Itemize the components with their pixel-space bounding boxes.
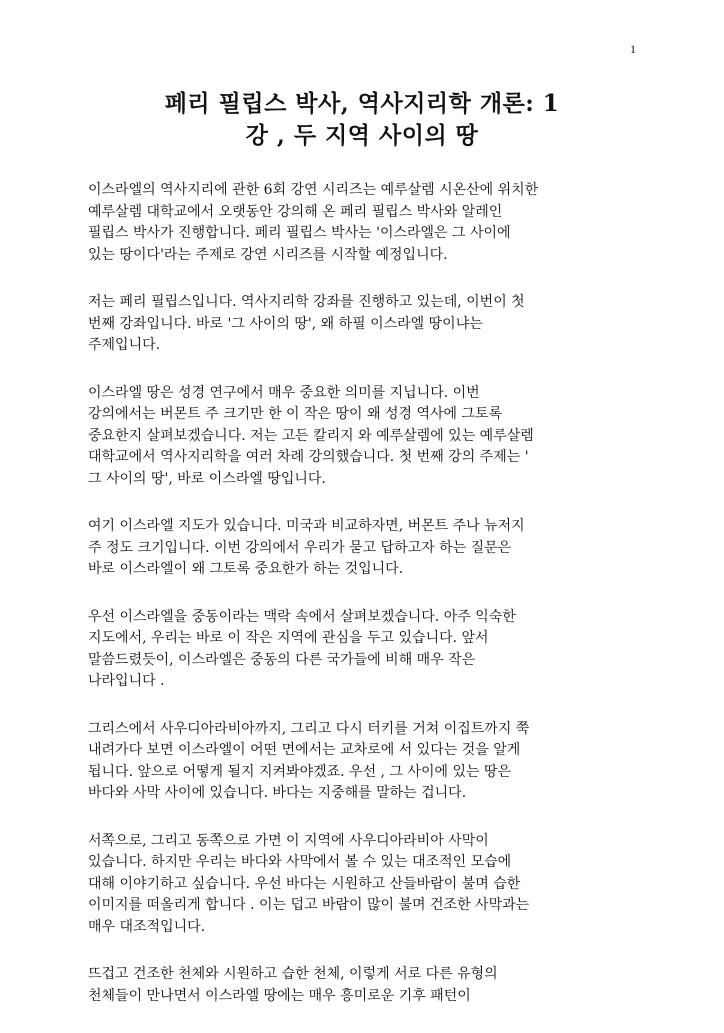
paragraph (88, 180, 648, 266)
text-line: 지도에서, 우리는 바로 이 작은 지역에 관심을 두고 있습니다. 앞서 (88, 630, 489, 646)
text-line: 있습니다. 하지만 우리는 바다와 사막에서 볼 수 있는 대조적인 모습에 (88, 854, 512, 870)
text-line: 우선 이스라엘을 중동이라는 맥락 속에서 살펴보겠습니다. 아주 익숙한 (88, 608, 516, 625)
text-line: 여기 이스라엘 지도가 있습니다. 미국과 비교하자면, 버몬트 주나 뉴저지 (88, 518, 525, 534)
text-line: 천체들이 만나면서 이스라엘 땅에는 매우 흥미로운 기후 패턴이 (88, 987, 471, 1004)
text-line: 나라입니다 . (88, 673, 165, 689)
paragraph (88, 831, 648, 939)
text-line: 내려가다 보면 이스라엘이 어떤 면에서는 교차로에 서 있다는 것을 알게 (88, 742, 521, 758)
text-line: 바로 이스라엘이 왜 그토록 중요한가 하는 것입니다. (88, 561, 404, 577)
page-title (90, 88, 634, 152)
body-text (88, 180, 648, 1033)
text-line: 매우 대조적입니다. (88, 918, 206, 935)
text-line: 그 사이의 땅', 바로 이스라엘 땅입니다. (88, 470, 326, 487)
text-line: 뜨겁고 건조한 천체와 시원하고 습한 천체, 이렇게 서로 다른 유형의 (88, 966, 498, 982)
text-line: 말씀드렸듯이, 이스라엘은 중동의 다른 국가들에 비해 매우 작은 (88, 651, 476, 668)
text-line: 이스라엘 땅은 성경 연구에서 매우 중요한 의미를 지닙니다. 이번 (88, 384, 480, 401)
text-line: 있는 땅이다'라는 주제로 강연 시리즈를 시작할 예정입니다. (88, 246, 448, 263)
text-line: 주제입니다. (88, 337, 161, 353)
page-number: 1 (630, 42, 636, 56)
paragraph (88, 516, 648, 581)
text-line: 필립스 박사가 진행합니다. 페리 필립스 박사는 '이스라엘은 그 사이에 (88, 225, 511, 241)
text-line: 주 정도 크기입니다. 이번 강의에서 우리가 묻고 답하고자 하는 질문은 (88, 539, 512, 556)
paragraph (88, 383, 648, 491)
text-line: 이미지를 떠올리게 합니다 . 이는 덥고 바람이 많이 불며 건조한 사막과는 (88, 897, 530, 913)
text-line: 바다와 사막 사이에 있습니다. 바다는 지중해를 말하는 겁니다. (88, 785, 467, 801)
paragraph (88, 607, 648, 693)
text-line: 그리스에서 사우디아라비아까지, 그리고 다시 터키를 거쳐 이집트까지 쭉 (88, 720, 530, 737)
text-line: 이스라엘의 역사지리에 관한 6회 강연 시리즈는 예루살렘 시온산에 위치한 (88, 182, 539, 198)
text-line: 대해 이야기하고 싶습니다. 우선 바다는 시원하고 산들바람이 불며 습한 (88, 875, 521, 892)
title-line: 페리 필립스 박사, 역사지리학 개론: 1 (164, 90, 560, 117)
text-line: 예루살렘 대학교에서 오랫동안 강의해 온 페리 필립스 박사와 알레인 (88, 203, 503, 220)
text-line: 대학교에서 역사지리학을 여러 차례 강의했습니다. 첫 번째 강의 주제는 ' (88, 449, 529, 465)
paragraph (88, 719, 648, 805)
text-line: 중요한지 살펴보겠습니다. 저는 고든 칼리지 와 예루살렘에 있는 예루살렘 (88, 427, 534, 444)
text-line: 서쪽으로, 그리고 동쪽으로 가면 이 지역에 사우디아라비아 사막이 (88, 832, 489, 849)
title-line: 강 , 두 지역 사이의 땅 (245, 122, 479, 149)
text-line: 강의에서는 버몬트 주 크기만 한 이 작은 땅이 왜 성경 역사에 그토록 (88, 406, 503, 422)
paragraph (88, 292, 648, 357)
paragraph (88, 964, 648, 1007)
text-line: 됩니다. 앞으로 어떻게 될지 지켜봐야겠죠. 우선 , 그 사이에 있는 땅은 (88, 763, 511, 780)
text-line: 저는 페리 필립스입니다. 역사지리학 강좌를 진행하고 있는데, 이번이 첫 (88, 294, 525, 310)
text-line: 번째 강좌입니다. 바로 '그 사이의 땅', 왜 하필 이스라엘 땅이냐는 (88, 315, 483, 332)
